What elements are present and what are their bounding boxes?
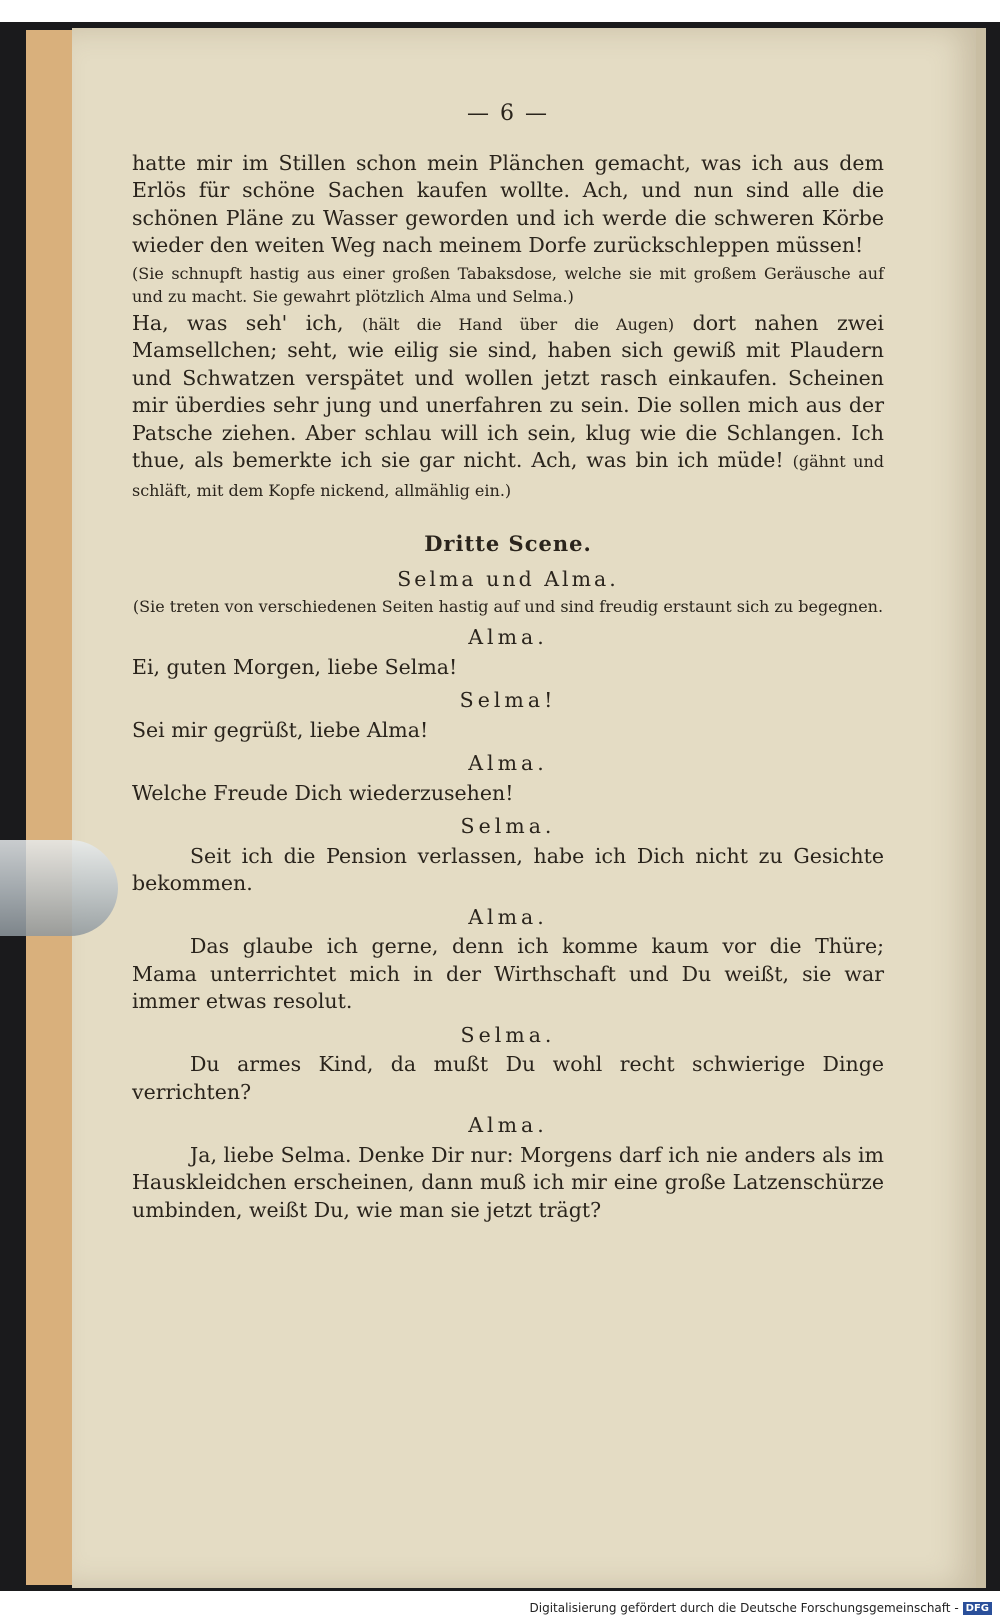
dialogue-line: Welche Freude Dich wiederzusehen! xyxy=(132,780,514,805)
page-content xyxy=(132,100,884,1224)
speaker-name: Selma. xyxy=(460,1022,556,1047)
speaker-name: Alma. xyxy=(468,904,548,929)
dialogue-line: Ei, guten Morgen, liebe Selma! xyxy=(132,654,458,679)
scene-title: Dritte Scene. xyxy=(424,531,592,556)
footer-credit: Digitalisierung gefördert durch die Deutsche Forschungsgemeinschaft - xyxy=(529,1601,959,1615)
top-margin xyxy=(0,0,1000,22)
page-clip xyxy=(0,840,118,936)
speaker-name: Alma. xyxy=(468,625,548,649)
paragraph xyxy=(132,310,884,505)
stage-direction: (gähnt und schläft, mit dem Kopfe nickend, allmählig ein.) xyxy=(132,452,884,500)
dialogue-line: Ja, liebe Selma. Denke Dir nur: Morgens darf ich nie anders als im Hauskleidchen erscheinen, dann muß ich mir eine große Latzenschürze umbinden, weißt Du, wie man sie jetzt trägt? xyxy=(132,1142,884,1222)
dialogue-line: Das glaube ich gerne, denn ich komme kaum vor die Thüre; Mama unterrichtet mich in der Wirthschaft und Du weißt, sie war immer etwas resolut. xyxy=(132,934,884,1013)
stage-direction: (Sie treten von verschiedenen Seiten hastig auf und sind freudig erstaunt sich zu begegnen. xyxy=(132,597,884,616)
dialogue-line: Du armes Kind, da mußt Du wohl recht schwierige Dinge verrichten? xyxy=(132,1052,884,1104)
stage-direction: (Sie schnupft hastig aus einer großen Tabaksdose, welche sie mit großem Geräusche auf und zu macht. Sie gewahrt plötzlich Alma und Selma.) xyxy=(132,263,884,306)
paragraph: hatte mir im Stillen schon mein Plänchen gemacht, was ich aus dem Erlös für schöne Sachen kaufen wollte. Ach, und nun sind alle die schönen Pläne zu Wasser geworden und ich werde die schweren Körbe wieder den weiten Weg nach meinem Dorfe zurückschleppen müssen! xyxy=(132,150,884,257)
paragraph-text: dort nahen zwei Mamsellchen; seht, wie eilig sie sind, haben sich gewiß mit Plaudern und Schwatzen verspätet und wollen jetzt rasch einkaufen. Scheinen mir überdies sehr jung und unerfahren zu sein. Die sollen mich aus der Patsche ziehen. Aber schlau will ich sein, klug wie die Schlangen. Ich thue, als bemerkte ich sie gar nicht. Ach, was bin ich müde! xyxy=(132,310,884,472)
speaker-name: Alma. xyxy=(468,1113,548,1137)
footer xyxy=(530,1601,993,1615)
dfg-logo: DFG xyxy=(963,1602,992,1615)
page-number: — 6 — xyxy=(467,101,549,126)
paragraph-text: Ha, was seh' ich, xyxy=(132,310,344,335)
speaker-name: Selma. xyxy=(460,814,556,838)
stage-direction: (hält die Hand über die Augen) xyxy=(361,314,675,334)
page-edge-right xyxy=(976,28,986,1588)
speaker-name: Selma! xyxy=(459,688,557,712)
dialogue-line: Seit ich die Pension verlassen, habe ich Dich nicht zu Gesichte bekommen. xyxy=(132,843,884,895)
scene-persons: Selma und Alma. xyxy=(397,566,619,591)
dialogue-line: Sei mir gegrüßt, liebe Alma! xyxy=(132,717,429,742)
speaker-name: Alma. xyxy=(468,751,548,775)
